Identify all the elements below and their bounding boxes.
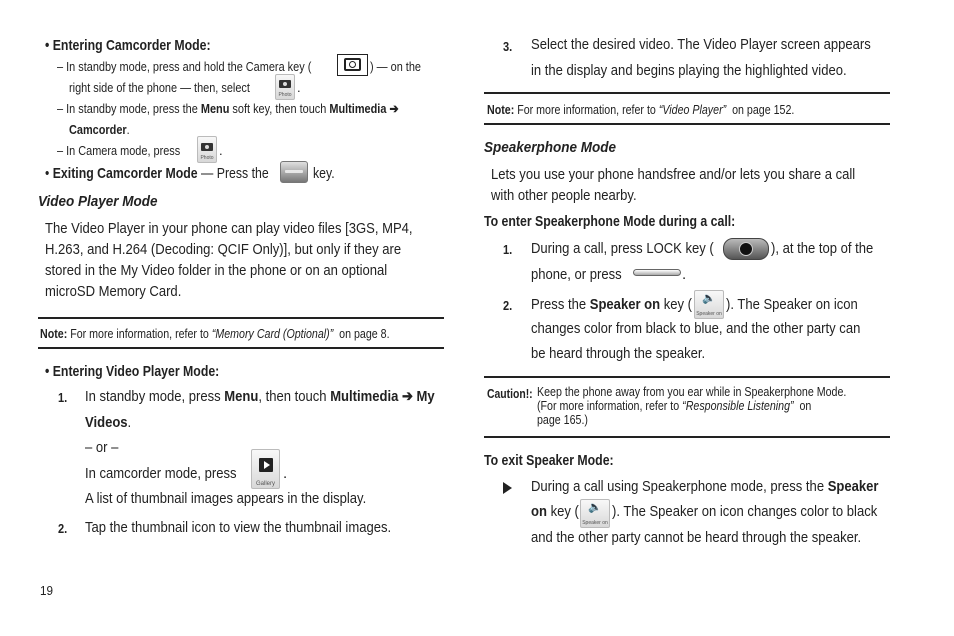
note-divider-bottom [484, 123, 890, 125]
exit-speaker-heading: To exit Speaker Mode: [484, 452, 614, 469]
bullet-entering-video-player: • Entering Video Player Mode: [45, 363, 220, 380]
note-memory-card: Note: For more information, refer to “Memory Card (Optional)” on page 8. [40, 326, 390, 341]
video-player-paragraph: The Video Player in your phone can play video files [3GS, MP4, H.263, and H.264 (Decoding: QCIF Only)], but only if they are stored in the My Video folder in the phone or on an optional microSD Memory Card. [45, 220, 413, 300]
bullet-entering-camcorder: • Entering Camcorder Mode: [45, 37, 211, 54]
step-number: 2. [58, 521, 68, 536]
step-1-text: In standby mode, press Menu, then touch Multimedia ➔ My [85, 388, 435, 405]
or-separator: – or – [85, 439, 119, 456]
caution-divider-top [484, 376, 890, 378]
page-number: 19 [40, 583, 54, 598]
speaker-on-icon: 🔈 Speaker on [580, 499, 610, 528]
speakerphone-heading: Speakerphone Mode [484, 139, 617, 156]
step-number: 1. [503, 242, 513, 257]
caution-text: Keep the phone away from you ear while in Speakerphone Mode. (For more information, refer to “Responsible Listening” on page 165.) [537, 384, 847, 427]
side-key-icon [633, 269, 681, 276]
speakerphone-paragraph: Lets you use your phone handsfree and/or lets you share a call with other people nearby. [491, 166, 856, 204]
step-number: 2. [503, 298, 513, 313]
step-2-text: Tap the thumbnail icon to view the thumbnail images. [85, 519, 392, 536]
lock-key-icon [723, 238, 769, 260]
bullet-exiting-camcorder: • Exiting Camcorder Mode — Press the [45, 165, 269, 182]
sub-step-camera-mode: – In Camera mode, press [57, 143, 181, 158]
gallery-icon: Gallery [251, 449, 280, 489]
enter-step-2-text: Press the Speaker on key ( [531, 296, 693, 313]
end-key-icon [280, 161, 308, 183]
note-divider-top [38, 317, 444, 319]
video-player-heading: Video Player Mode [38, 193, 158, 210]
entering-camcorder-heading: Entering Camcorder Mode: [52, 37, 211, 54]
note-divider-bottom [38, 347, 444, 349]
enter-speaker-heading: To enter Speakerphone Mode during a call: [484, 213, 736, 230]
step-number: 1. [58, 390, 68, 405]
sub-step-camera-key: – In standby mode, press and hold the Camera key ( [57, 59, 312, 74]
speaker-on-icon: 🔈 Speaker on [694, 290, 724, 319]
note-divider-top [484, 92, 890, 94]
enter-step-1-text: During a call, press LOCK key ( [531, 240, 714, 257]
sub-step-menu: – In standby mode, press the Menu soft key, then touch Multimedia ➔ [57, 101, 399, 116]
camera-key-icon [337, 54, 368, 76]
photo-icon: Photo [275, 74, 295, 100]
triangle-bullet-icon [503, 481, 512, 499]
photo-icon: Photo [197, 136, 217, 163]
exit-step-text: During a call using Speakerphone mode, press the Speaker [531, 478, 879, 495]
step-number: 3. [503, 39, 513, 54]
caution-divider-bottom [484, 436, 890, 438]
caution-label: Caution!: [487, 386, 533, 401]
step-3-text: Select the desired video. The Video Player screen appears in the display and begins playing the highlighted video. [531, 36, 871, 79]
thumbnail-text: A list of thumbnail images appears in the display. [85, 490, 367, 507]
note-video-player: Note: For more information, refer to “Video Player” on page 152. [487, 102, 795, 117]
camcorder-mode-text: In camcorder mode, press [85, 465, 237, 482]
